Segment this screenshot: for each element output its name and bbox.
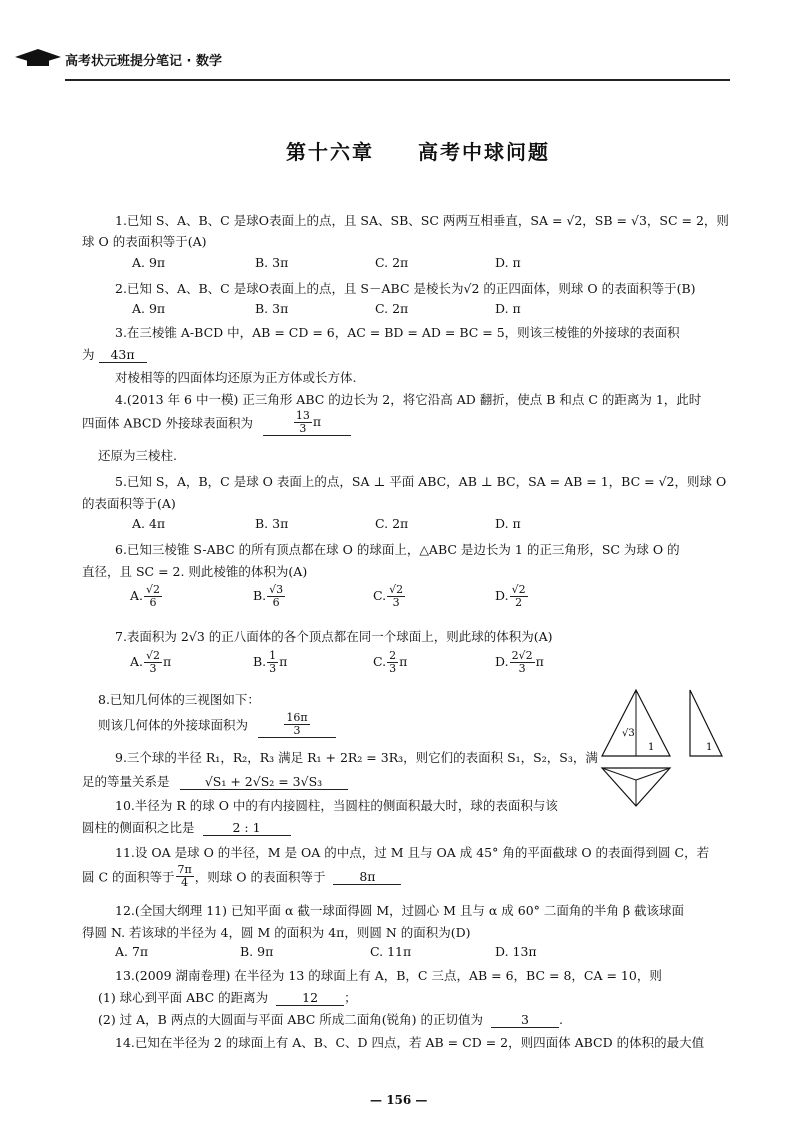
q5-option-d: D. π (495, 516, 521, 531)
running-header: 高考状元班提分笔记 · 数学 (65, 50, 222, 69)
q7-stem: 7.表面积为 2√3 的正八面体的各个顶点都在同一个球面上，则此球的体积为(A) (115, 629, 553, 644)
q7-option-c: C. $\frac{2}{3}$ π (373, 649, 408, 675)
q6-option-d: D. $\frac{√2}{2}$ (495, 583, 526, 609)
q3-stem: 3.在三棱锥 A-BCD 中，AB = CD = 6，AC = BD = AD = BC = 5，则该三棱锥的外接球的表面积 (115, 325, 680, 340)
q9-stem: 9.三个球的半径 R₁，R₂，R₃ 满足 R₁ + 2R₂ = 3R₃，则它们的表面积 S₁，S₂，S₃，满 (115, 750, 598, 765)
q13-stem: 13.(2009 湖南卷理) 在半径为 13 的球面上有 A，B，C 三点，AB = 6，BC = 8，CA = 10，则 (115, 968, 662, 983)
q12-stem: 12.(全国大纲理 11) 已知平面 α 截一球面得圆 M，过圆心 M 且与 α 成 60° 二面角的半角 β 截该球面 (115, 903, 685, 918)
q10-answer: 2 : 1 (203, 820, 291, 836)
three-view-figure (598, 688, 738, 818)
front-view (602, 690, 670, 756)
q1-option-a: A. 9π (132, 255, 166, 270)
q4-answer-line: 四面体 ABCD 外接球表面积为 $\frac{13}{3}$ π (82, 410, 351, 436)
q3-note: 对棱相等的四面体均还原为正方体或长方体. (115, 370, 357, 385)
chapter-title: 第十六章 高考中球问题 (286, 140, 550, 164)
q13-answer-1: 12 (276, 990, 344, 1006)
q11-answer-line: 圆 C 的面积等于 $\frac{7\pi}{4}$ ，则球 O 的表面积等于 8π (82, 864, 401, 889)
q8-answer: $\frac{16\pi}{3}$ (258, 712, 336, 738)
q11-answer: 8π (333, 869, 401, 885)
q1-stem-cont: 球 O 的表面积等于(A) (82, 234, 207, 249)
q6-stem-cont: 直径，且 SC = 2. 则此棱锥的体积为(A) (82, 564, 308, 579)
q3-answer: 43π (99, 347, 147, 363)
q12-option-a: A. 7π (115, 944, 149, 959)
header-rule (65, 79, 730, 81)
q12-option-b: B. 9π (240, 944, 274, 959)
side-view (690, 690, 722, 756)
q6-option-b: B. $\frac{√3}{6}$ (253, 583, 284, 609)
q2-option-d: D. π (495, 301, 521, 316)
q4-note: 还原为三棱柱. (98, 448, 177, 463)
q5-option-a: A. 4π (132, 516, 166, 531)
q7-option-a: A. $\frac{√2}{3}$ π (130, 649, 172, 675)
q5-stem: 5.已知 S，A，B，C 是球 O 表面上的点，SA ⊥ 平面 ABC，AB ⊥ BC，SA = AB = 1，BC = √2，则球 O (115, 474, 727, 489)
q10-stem: 10.半径为 R 的球 O 中的有内接圆柱，当圆柱的侧面积最大时，球的表面积与该 (115, 798, 558, 813)
q2-stem: 2.已知 S、A、B、C 是球O表面上的点，且 S－ABC 是棱长为√2 的正四面体，则球 O 的表面积等于(B) (115, 281, 696, 296)
q5-option-c: C. 2π (375, 516, 409, 531)
q5-stem-cont: 的表面积等于(A) (82, 496, 176, 511)
q7-option-d: D. $\frac{2√2}{3}$ π (495, 649, 544, 675)
q2-option-c: C. 2π (375, 301, 409, 316)
q13-part2: (2) 过 A，B 两点的大圆面与平面 ABC 所成二面角(锐角) 的正切值为 3 . (98, 1012, 563, 1027)
q1-option-c: C. 2π (375, 255, 409, 270)
q8-stem: 8.已知几何体的三视图如下： (98, 692, 260, 707)
graduation-cap-icon (13, 48, 63, 68)
q1-option-b: B. 3π (255, 255, 289, 270)
q4-answer: $\frac{13}{3}$ π (263, 410, 351, 436)
q12-stem-cont: 得圆 N. 若该球的半径为 4，圆 M 的面积为 4π，则圆 N 的面积为(D) (82, 925, 471, 940)
page-number: — 156 — (370, 1093, 428, 1107)
q12-option-c: C. 11π (370, 944, 412, 959)
q1-option-d: D. π (495, 255, 521, 270)
q2-option-b: B. 3π (255, 301, 289, 316)
q7-option-b: B. $\frac{1}{3}$ π (253, 649, 288, 675)
q1-stem: 1.已知 S、A、B、C 是球O表面上的点，且 SA、SB、SC 两两互相垂直，SA = √2，SB = √3，SC = 2，则 (115, 213, 729, 228)
top-view (602, 768, 670, 806)
q10-answer-line: 圆柱的侧面积之比是 2 : 1 (82, 818, 291, 836)
q13-answer-2: 3 (491, 1012, 559, 1028)
label-sqrt3: √3 (622, 728, 635, 739)
q2-option-a: A. 9π (132, 301, 166, 316)
q14-stem: 14.已知在半径为 2 的球面上有 A、B、C、D 四点，若 AB = CD = 2，则四面体 ABCD 的体积的最大值 (115, 1035, 705, 1050)
q13-part1: (1) 球心到平面 ABC 的距离为 12 ； (98, 990, 357, 1005)
q11-stem: 11.设 OA 是球 O 的半径，M 是 OA 的中点，过 M 且与 OA 成 45° 角的平面截球 O 的表面得到圆 C，若 (115, 845, 710, 860)
q6-option-a: A. $\frac{√2}{6}$ (130, 583, 161, 609)
q9-answer: √S₁ + 2√S₂ = 3√S₃ (180, 774, 348, 790)
q6-stem: 6.已知三棱锥 S-ABC 的所有顶点都在球 O 的球面上，△ABC 是边长为 1 的正三角形，SC 为球 O 的 (115, 542, 680, 557)
q3-answer-line: 为 43π (82, 345, 147, 363)
label-one-side: 1 (706, 742, 713, 753)
label-one-front: 1 (648, 742, 655, 753)
q4-stem: 4.(2013 年 6 中一模) 正三角形 ABC 的边长为 2，将它沿高 AD 翻折，使点 B 和点 C 的距离为 1，此时 (115, 392, 702, 407)
q6-option-c: C. $\frac{√2}{3}$ (373, 583, 404, 609)
q12-option-d: D. 13π (495, 944, 537, 959)
q8-answer-line: 则该几何体的外接球面积为 $\frac{16\pi}{3}$ (98, 712, 336, 738)
q5-option-b: B. 3π (255, 516, 289, 531)
q9-answer-line: 足的等量关系是 √S₁ + 2√S₂ = 3√S₃ (82, 772, 348, 790)
